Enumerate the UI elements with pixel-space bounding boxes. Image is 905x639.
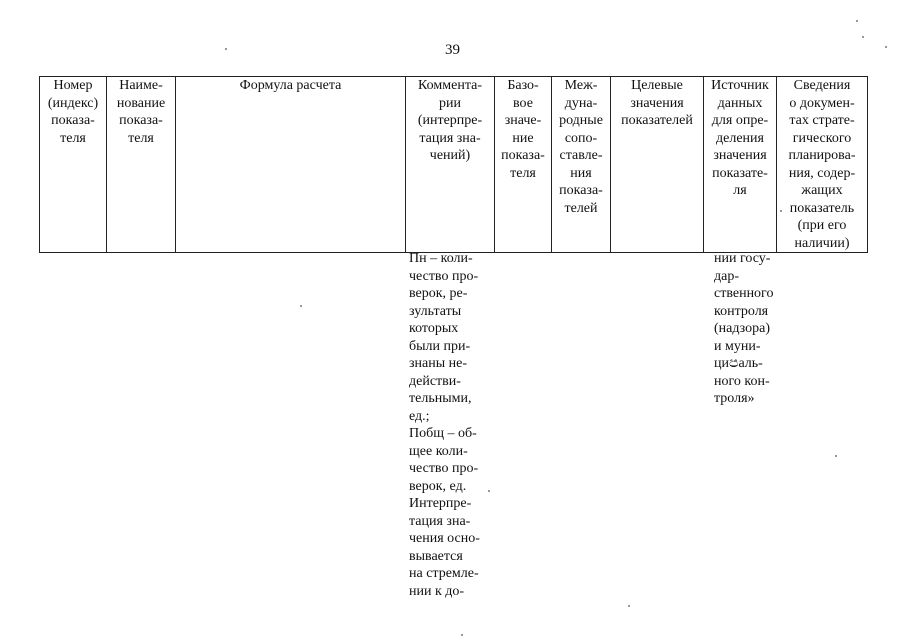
header-line: чений) <box>429 148 471 163</box>
text-line: чения осно- <box>409 531 480 546</box>
text-line: нии к до- <box>409 583 465 599</box>
header-line: вое <box>513 95 533 111</box>
text-line: дар- <box>714 268 739 284</box>
header-line: показа- <box>559 183 603 198</box>
header-line: гического <box>792 130 852 146</box>
text-line: действи- <box>409 373 461 389</box>
header-line: сопо- <box>564 130 598 146</box>
header-line: Коммента- <box>418 78 482 93</box>
header-line: теля <box>128 130 154 146</box>
header-line: теля <box>60 130 86 146</box>
header-line: показателей <box>621 113 693 128</box>
header-line: ставле- <box>559 148 603 163</box>
header-line: жащих <box>801 183 843 198</box>
header-line: родные <box>559 113 603 128</box>
source-column-continuation <box>714 250 773 408</box>
header-cell-formula <box>176 77 406 253</box>
text-line: чество про- <box>409 461 479 476</box>
header-line: показа- <box>501 148 545 163</box>
header-line: ние <box>512 130 534 146</box>
scan-speck <box>885 46 887 48</box>
header-line: показате- <box>712 165 768 181</box>
header-line: о докумен- <box>789 95 855 111</box>
scan-speck <box>488 490 490 492</box>
text-line: Интерпре- <box>409 496 472 511</box>
header-line: (индекс) <box>47 95 99 111</box>
header-cell-base-value <box>495 77 552 253</box>
text-line: вывается <box>409 548 463 564</box>
text-line: которых <box>409 321 459 336</box>
text-line: контроля <box>714 303 769 319</box>
header-line: значения <box>713 148 767 163</box>
text-line: щее коли- <box>409 443 468 459</box>
scan-speck <box>461 634 463 636</box>
text-line: нии госу- <box>714 251 771 266</box>
header-cell-international <box>552 77 611 253</box>
header-line: Формула расчета <box>239 78 342 93</box>
header-line: нование <box>116 95 166 111</box>
header-line: показа- <box>51 113 95 128</box>
scan-speck <box>835 455 837 457</box>
comment-column-continuation <box>409 250 480 600</box>
text-line: на стремле- <box>409 566 479 581</box>
scan-speck <box>780 210 782 212</box>
header-line: (интерпре- <box>417 113 483 128</box>
text-line: тельными, <box>409 391 472 406</box>
table-header-row <box>40 77 868 253</box>
header-line: тах страте- <box>789 113 855 128</box>
header-line: Источник <box>711 78 769 93</box>
header-line: ния, содер- <box>788 165 856 181</box>
header-line: деления <box>716 130 764 146</box>
header-line: показа- <box>119 113 163 128</box>
text-line: (надзора) <box>714 321 770 336</box>
text-line: верок, ре- <box>409 286 468 301</box>
scan-speck <box>856 20 858 22</box>
text-line: ственного <box>714 286 774 301</box>
header-cell-strategic-docs <box>777 77 868 253</box>
header-line: Целевые <box>631 78 683 93</box>
header-line: Базо- <box>507 78 539 93</box>
indicator-table-header <box>39 76 868 253</box>
text-line: знаны не- <box>409 356 468 371</box>
header-cell-comments <box>406 77 495 253</box>
scan-speck <box>628 605 630 607</box>
header-line: значе- <box>504 113 542 128</box>
header-line: Сведения <box>793 78 851 93</box>
text-line: ного кон- <box>714 373 770 389</box>
header-line: для опре- <box>711 113 769 128</box>
text-line: тация зна- <box>409 513 471 529</box>
text-line: ед.; <box>409 408 430 424</box>
page-number: 39 <box>445 42 460 58</box>
header-line: ля <box>733 183 747 198</box>
header-line: (при его <box>797 218 847 233</box>
header-line: наличии) <box>794 235 850 251</box>
header-line: Номер <box>53 78 93 93</box>
text-line: троля» <box>714 391 755 406</box>
text-line: и муни- <box>714 338 761 354</box>
text-line: были при- <box>409 338 471 354</box>
header-line: показатель <box>789 200 855 216</box>
header-line: дуна- <box>564 95 598 111</box>
text-line: Побщ – об- <box>409 426 477 441</box>
scan-speck <box>300 305 302 307</box>
header-cell-number <box>40 77 107 253</box>
header-cell-name <box>107 77 176 253</box>
header-line: телей <box>564 200 598 216</box>
header-cell-target-values <box>611 77 704 253</box>
text-line: зультаты <box>409 303 462 319</box>
header-cell-data-source <box>704 77 777 253</box>
header-line: данных <box>717 95 763 111</box>
header-line: ния <box>570 165 592 181</box>
header-line: значения <box>630 95 684 111</box>
header-line: тация зна- <box>419 130 481 146</box>
text-line: чество про- <box>409 268 479 284</box>
header-line: планирова- <box>788 148 856 163</box>
text-line: циපаль- <box>714 356 763 371</box>
header-line: рии <box>439 95 461 111</box>
scan-speck <box>225 48 227 50</box>
header-line: теля <box>510 165 536 181</box>
header-line: Наиме- <box>119 78 163 93</box>
scan-speck <box>862 36 864 38</box>
text-line: Пн – коли- <box>409 251 473 266</box>
header-line: Меж- <box>564 78 598 93</box>
text-line: верок, ед. <box>409 478 467 494</box>
